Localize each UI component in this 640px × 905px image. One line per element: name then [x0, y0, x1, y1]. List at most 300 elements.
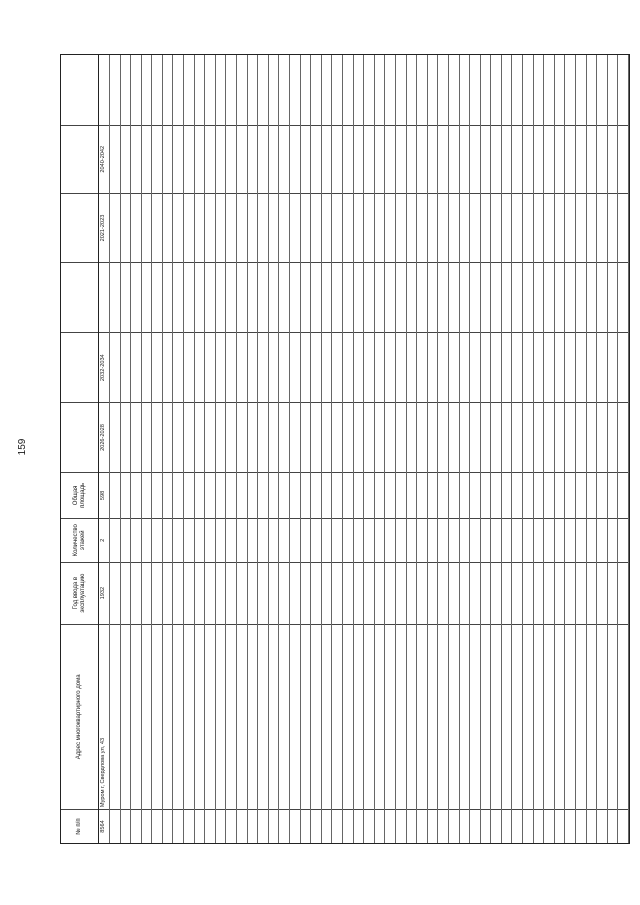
cell-year — [290, 562, 300, 624]
cell-d4 — [216, 193, 226, 263]
cell-d4 — [576, 193, 586, 263]
cell-d1 — [237, 402, 247, 472]
cell-number — [618, 809, 628, 843]
cell-d3 — [470, 262, 480, 332]
cell-area — [470, 472, 480, 518]
cell-d4 — [460, 193, 470, 263]
table-row — [173, 55, 184, 843]
header-col-10 — [61, 55, 98, 125]
cell-d6 — [481, 55, 491, 125]
cell-d4 — [131, 193, 141, 263]
table-row — [587, 55, 598, 843]
cell-d4 — [279, 193, 289, 263]
cell-d6 — [618, 55, 628, 125]
cell-address — [385, 624, 395, 810]
cell-d1 — [449, 402, 459, 472]
cell-address — [184, 624, 194, 810]
cell-address — [110, 624, 120, 810]
cell-d6 — [205, 55, 215, 125]
cell-d3 — [322, 262, 332, 332]
cell-d5 — [258, 125, 268, 193]
cell-number — [152, 809, 162, 843]
cell-number — [534, 809, 544, 843]
repair-schedule-table — [60, 54, 630, 844]
cell-d4 — [248, 193, 258, 263]
cell-year — [269, 562, 279, 624]
cell-d1 — [460, 402, 470, 472]
cell-d3 — [121, 262, 131, 332]
cell-d2 — [555, 332, 565, 402]
cell-d2 — [354, 332, 364, 402]
cell-floors — [502, 518, 512, 562]
cell-year — [396, 562, 406, 624]
cell-d1 — [512, 402, 522, 472]
cell-d3 — [544, 262, 554, 332]
cell-number — [438, 809, 448, 843]
cell-floors — [121, 518, 131, 562]
cell-d3 — [173, 262, 183, 332]
cell-address — [163, 624, 173, 810]
cell-d6 — [512, 55, 522, 125]
header-col-6 — [61, 332, 98, 402]
cell-year — [248, 562, 258, 624]
cell-area — [332, 472, 342, 518]
cell-d5 — [152, 125, 162, 193]
cell-d5 — [205, 125, 215, 193]
cell-d3 — [428, 262, 438, 332]
cell-floors — [576, 518, 586, 562]
cell-year — [142, 562, 152, 624]
table-row — [364, 55, 375, 843]
cell-d5 — [608, 125, 618, 193]
cell-d2 — [195, 332, 205, 402]
cell-d3 — [608, 262, 618, 332]
cell-floors — [597, 518, 607, 562]
table-row — [481, 55, 492, 843]
cell-d5 — [438, 125, 448, 193]
cell-d6 — [248, 55, 258, 125]
cell-number — [226, 809, 236, 843]
cell-area — [396, 472, 406, 518]
cell-d3 — [290, 262, 300, 332]
cell-floors — [237, 518, 247, 562]
cell-d3 — [99, 262, 109, 332]
cell-d2 — [407, 332, 417, 402]
cell-area — [322, 472, 332, 518]
cell-d4: 2021-2023 — [99, 193, 109, 263]
cell-d5 — [173, 125, 183, 193]
cell-address — [438, 624, 448, 810]
page-number: 159 — [16, 438, 28, 456]
cell-d5 — [142, 125, 152, 193]
cell-area — [618, 472, 628, 518]
table-row — [354, 55, 365, 843]
cell-d1 — [279, 402, 289, 472]
cell-d5 — [396, 125, 406, 193]
cell-number — [481, 809, 491, 843]
cell-d6 — [470, 55, 480, 125]
cell-floors — [438, 518, 448, 562]
cell-d3 — [248, 262, 258, 332]
cell-floors — [184, 518, 194, 562]
cell-year — [460, 562, 470, 624]
cell-year — [258, 562, 268, 624]
cell-d6 — [301, 55, 311, 125]
cell-year — [375, 562, 385, 624]
cell-area — [184, 472, 194, 518]
cell-d1 — [205, 402, 215, 472]
cell-floors — [396, 518, 406, 562]
table-row — [460, 55, 471, 843]
cell-year: 1932 — [99, 562, 109, 624]
cell-d6 — [142, 55, 152, 125]
cell-d6 — [449, 55, 459, 125]
cell-d2 — [544, 332, 554, 402]
cell-d1 — [152, 402, 162, 472]
cell-d5 — [565, 125, 575, 193]
cell-d2 — [142, 332, 152, 402]
cell-d4 — [110, 193, 120, 263]
cell-d4 — [184, 193, 194, 263]
cell-address — [226, 624, 236, 810]
cell-d6 — [523, 55, 533, 125]
cell-address — [407, 624, 417, 810]
cell-area — [152, 472, 162, 518]
cell-d1 — [226, 402, 236, 472]
cell-area — [205, 472, 215, 518]
cell-d2 — [184, 332, 194, 402]
table-wrapper — [60, 54, 630, 844]
cell-d2 — [332, 332, 342, 402]
cell-year — [131, 562, 141, 624]
cell-area — [438, 472, 448, 518]
cell-d1 — [142, 402, 152, 472]
cell-number — [470, 809, 480, 843]
header-col-7 — [61, 262, 98, 332]
cell-d5 — [311, 125, 321, 193]
cell-floors — [417, 518, 427, 562]
cell-area — [173, 472, 183, 518]
cell-d4 — [565, 193, 575, 263]
cell-d3 — [279, 262, 289, 332]
cell-d4 — [152, 193, 162, 263]
cell-number — [184, 809, 194, 843]
cell-number — [597, 809, 607, 843]
cell-d6 — [608, 55, 618, 125]
cell-d5 — [491, 125, 501, 193]
cell-d1 — [385, 402, 395, 472]
cell-address — [608, 624, 618, 810]
cell-address — [173, 624, 183, 810]
cell-d3 — [152, 262, 162, 332]
cell-d2 — [470, 332, 480, 402]
cell-d5 — [364, 125, 374, 193]
cell-d6 — [375, 55, 385, 125]
table-row — [502, 55, 513, 843]
cell-d5 — [428, 125, 438, 193]
cell-d1 — [216, 402, 226, 472]
cell-d3 — [131, 262, 141, 332]
table-row — [99, 55, 110, 843]
cell-address — [205, 624, 215, 810]
cell-d3 — [396, 262, 406, 332]
cell-d3 — [407, 262, 417, 332]
cell-d4 — [555, 193, 565, 263]
cell-area — [491, 472, 501, 518]
cell-d5 — [576, 125, 586, 193]
cell-d1 — [544, 402, 554, 472]
table-row — [396, 55, 407, 843]
cell-d4 — [163, 193, 173, 263]
table-row — [407, 55, 418, 843]
cell-d3 — [311, 262, 321, 332]
cell-number — [460, 809, 470, 843]
cell-d5 — [110, 125, 120, 193]
cell-d6 — [279, 55, 289, 125]
cell-d4 — [523, 193, 533, 263]
cell-d1 — [565, 402, 575, 472]
cell-area — [301, 472, 311, 518]
cell-d1 — [290, 402, 300, 472]
cell-area — [565, 472, 575, 518]
table-row — [555, 55, 566, 843]
cell-d5 — [343, 125, 353, 193]
cell-d4 — [226, 193, 236, 263]
cell-d6 — [417, 55, 427, 125]
cell-year — [279, 562, 289, 624]
cell-d2 — [565, 332, 575, 402]
cell-address — [131, 624, 141, 810]
cell-year — [110, 562, 120, 624]
cell-d3 — [438, 262, 448, 332]
cell-number — [523, 809, 533, 843]
cell-d4 — [449, 193, 459, 263]
cell-d6 — [565, 55, 575, 125]
cell-address — [512, 624, 522, 810]
cell-year — [417, 562, 427, 624]
cell-d2 — [163, 332, 173, 402]
cell-year — [354, 562, 364, 624]
cell-d2 — [226, 332, 236, 402]
cell-d3 — [195, 262, 205, 332]
table-row — [343, 55, 354, 843]
cell-number — [248, 809, 258, 843]
cell-address — [301, 624, 311, 810]
table-row — [121, 55, 132, 843]
cell-d6 — [555, 55, 565, 125]
cell-number — [110, 809, 120, 843]
cell-year — [481, 562, 491, 624]
cell-d1 — [576, 402, 586, 472]
cell-d2 — [311, 332, 321, 402]
cell-floors — [481, 518, 491, 562]
cell-year — [184, 562, 194, 624]
cell-d4 — [396, 193, 406, 263]
cell-d4 — [428, 193, 438, 263]
cell-d2 — [258, 332, 268, 402]
cell-area — [216, 472, 226, 518]
table-row — [290, 55, 301, 843]
cell-area — [131, 472, 141, 518]
cell-number — [216, 809, 226, 843]
cell-d3 — [216, 262, 226, 332]
cell-d6 — [460, 55, 470, 125]
cell-d1 — [269, 402, 279, 472]
cell-d2 — [269, 332, 279, 402]
cell-d5 — [555, 125, 565, 193]
cell-area — [121, 472, 131, 518]
table-row — [152, 55, 163, 843]
cell-d6 — [354, 55, 364, 125]
table-row — [142, 55, 153, 843]
cell-d5 — [512, 125, 522, 193]
cell-address — [555, 624, 565, 810]
cell-d4 — [322, 193, 332, 263]
cell-d3 — [597, 262, 607, 332]
table-row — [184, 55, 195, 843]
cell-d3 — [301, 262, 311, 332]
cell-d1 — [417, 402, 427, 472]
cell-d6 — [258, 55, 268, 125]
cell-year — [438, 562, 448, 624]
cell-number — [587, 809, 597, 843]
cell-address — [279, 624, 289, 810]
cell-d1 — [110, 402, 120, 472]
cell-d5 — [460, 125, 470, 193]
cell-d1 — [131, 402, 141, 472]
cell-d5 — [385, 125, 395, 193]
cell-address — [523, 624, 533, 810]
table-row — [385, 55, 396, 843]
cell-d6 — [99, 55, 109, 125]
cell-d4 — [343, 193, 353, 263]
cell-d2 — [237, 332, 247, 402]
cell-d6 — [322, 55, 332, 125]
cell-d6 — [364, 55, 374, 125]
cell-d6 — [491, 55, 501, 125]
cell-d5 — [121, 125, 131, 193]
cell-year — [407, 562, 417, 624]
cell-area — [407, 472, 417, 518]
cell-d2 — [502, 332, 512, 402]
cell-floors — [555, 518, 565, 562]
cell-floors — [385, 518, 395, 562]
cell-number — [512, 809, 522, 843]
cell-number — [173, 809, 183, 843]
cell-floors — [216, 518, 226, 562]
cell-d5 — [184, 125, 194, 193]
cell-area — [460, 472, 470, 518]
cell-floors — [407, 518, 417, 562]
cell-d3 — [512, 262, 522, 332]
cell-d4 — [491, 193, 501, 263]
cell-d3 — [110, 262, 120, 332]
cell-d4 — [534, 193, 544, 263]
cell-d2 — [131, 332, 141, 402]
cell-address — [396, 624, 406, 810]
table-row — [216, 55, 227, 843]
cell-d2 — [417, 332, 427, 402]
cell-floors — [279, 518, 289, 562]
cell-address — [142, 624, 152, 810]
cell-d1 — [502, 402, 512, 472]
cell-d5 — [449, 125, 459, 193]
cell-d1 — [173, 402, 183, 472]
cell-d6 — [269, 55, 279, 125]
cell-d5 — [301, 125, 311, 193]
cell-d2 — [587, 332, 597, 402]
cell-d4 — [173, 193, 183, 263]
cell-d4 — [597, 193, 607, 263]
cell-area — [142, 472, 152, 518]
table-row — [375, 55, 386, 843]
cell-d3 — [460, 262, 470, 332]
cell-d4 — [142, 193, 152, 263]
cell-d3 — [565, 262, 575, 332]
cell-area — [523, 472, 533, 518]
cell-d6 — [152, 55, 162, 125]
cell-d4 — [290, 193, 300, 263]
cell-d3 — [184, 262, 194, 332]
table-row — [565, 55, 576, 843]
cell-number — [322, 809, 332, 843]
cell-d3 — [449, 262, 459, 332]
cell-area — [258, 472, 268, 518]
cell-floors — [375, 518, 385, 562]
table-row — [195, 55, 206, 843]
table-row — [512, 55, 523, 843]
cell-d4 — [618, 193, 628, 263]
cell-d5 — [502, 125, 512, 193]
cell-d3 — [502, 262, 512, 332]
cell-d1 — [301, 402, 311, 472]
cell-number — [195, 809, 205, 843]
cell-d4 — [332, 193, 342, 263]
table-row — [258, 55, 269, 843]
cell-d1 — [195, 402, 205, 472]
cell-d6 — [428, 55, 438, 125]
cell-address — [216, 624, 226, 810]
cell-d5 — [481, 125, 491, 193]
cell-d3 — [534, 262, 544, 332]
cell-number — [565, 809, 575, 843]
cell-d1 — [375, 402, 385, 472]
cell-number — [354, 809, 364, 843]
cell-d1 — [407, 402, 417, 472]
cell-d6 — [576, 55, 586, 125]
cell-year — [491, 562, 501, 624]
cell-address — [470, 624, 480, 810]
cell-d2 — [205, 332, 215, 402]
cell-year — [195, 562, 205, 624]
cell-d4 — [205, 193, 215, 263]
cell-area: 598 — [99, 472, 109, 518]
cell-number — [608, 809, 618, 843]
cell-year — [343, 562, 353, 624]
cell-d5 — [417, 125, 427, 193]
cell-d6 — [311, 55, 321, 125]
cell-d4 — [364, 193, 374, 263]
cell-d6 — [121, 55, 131, 125]
cell-d4 — [512, 193, 522, 263]
cell-area — [555, 472, 565, 518]
cell-floors — [354, 518, 364, 562]
cell-floors — [205, 518, 215, 562]
cell-d3 — [375, 262, 385, 332]
cell-year — [226, 562, 236, 624]
cell-d2 — [523, 332, 533, 402]
cell-d4 — [301, 193, 311, 263]
